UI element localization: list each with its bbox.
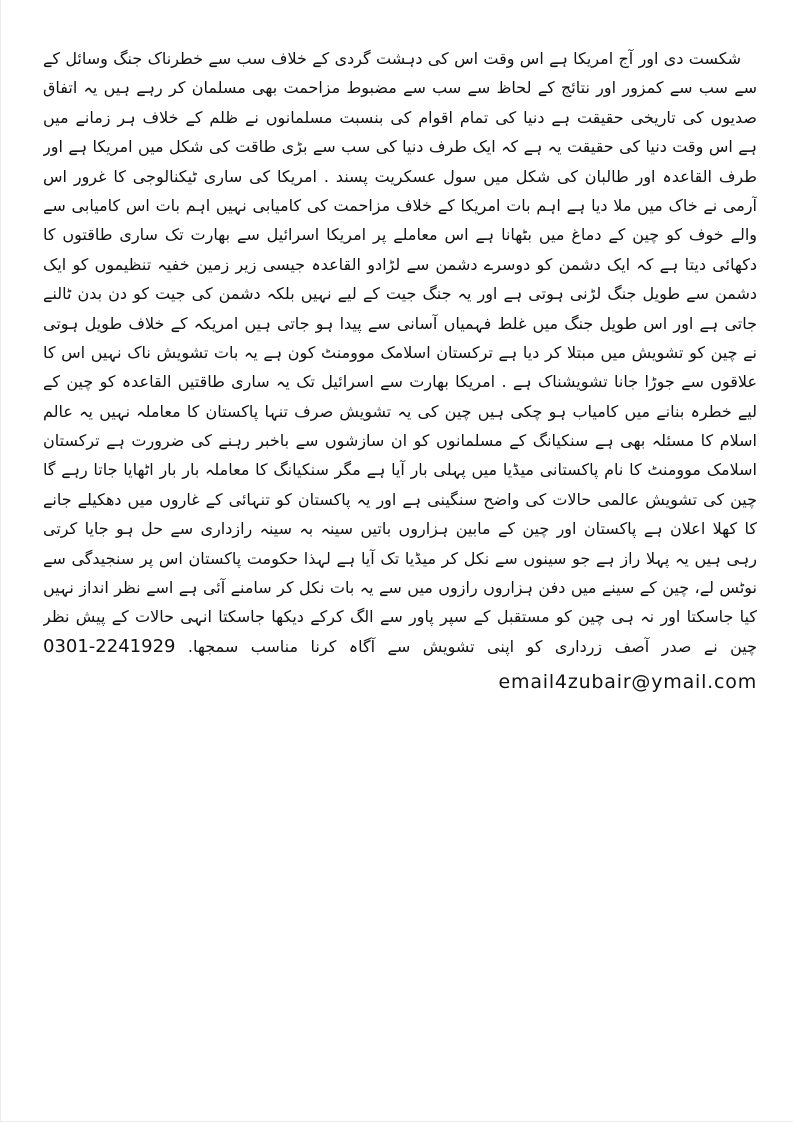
text-line: نے چین کو تشویش میں مبتلا کر دیا ہے ترکستان اسلامک موومنٹ کون ہے یہ بات تشویش ناک نہیں اس کا: [43, 342, 757, 362]
text-line: دشمن سے طویل جنگ لڑنی ہوتی ہے اور یہ جنگ جیت کے لیے نہیں بلکہ دشمن کی جیت کو دن بدن ٹالنے: [43, 284, 757, 304]
text-line: کا کھلا اعلان ہے پاکستان اور چین کے مابین ہزاروں باتیں سینہ بہ سینہ رازداری سے حل ہو جایا کرتی: [43, 519, 757, 539]
article-text-block: [43, 44, 757, 693]
text-line: سے سب سے کمزور اور نتائج کے لحاظ سے سب سے مضبوط مزاحمت بھی مسلمان کر رہے ہیں یہ اتفاق: [43, 78, 757, 98]
text-line: جاتی ہے اور اس طویل جنگ میں غلط فہمیاں آسانی سے پیدا ہو جاتی ہیں امریکہ کے خلاف طویل ہوتی: [43, 313, 757, 333]
text-line: طرف القاعدہ اور طالبان کی شکل میں سول عسکریت پسند . امریکا کی ساری ٹیکنالوجی کا غرور اس: [43, 166, 757, 186]
text-line: اسلامک موومنٹ کا نام پاکستانی میڈیا میں پہلی بار آیا ہے مگر سنکیانگ کا معاملہ بار بار اٹھایا جاتا رہے گا: [43, 460, 757, 480]
text-line: رہی ہیں یہ پہلا راز ہے جو سینوں سے نکل کر میڈیا تک آیا ہے لہذا حکومت پاکستان اس پر سنجیدگی سے: [43, 548, 757, 568]
text-line: اسلام کا مسئلہ بھی ہے سنکیانگ کے مسلمانوں کو ان سازشوں سے باخبر رہنے کی ضرورت ہے ترکستان: [43, 431, 757, 451]
text-line: شکست دی اور آج امریکا ہے اس وقت اس کی دہشت گردی کے خلاف سب سے خطرناک جنگ وسائل کے: [43, 49, 741, 68]
closing-text: چین نے صدر آصف زرداری کو اپنی تشویش سے آگاہ کرنا مناسب سمجھا.: [187, 636, 757, 656]
phone-number: 0301-2241929: [43, 635, 176, 657]
text-line: دکھائی دیتا ہے کہ ایک دشمن کو دوسرے دشمن سے لڑادو القاعدہ جیسی زیر زمین خفیہ تنظیموں کو ایک: [43, 254, 757, 274]
text-line: آرمی نے خاک میں ملا دیا ہے اہم بات امریکا کے خلاف مزاحمت کی کامیابی نہیں اہم بات اس کامیابی سے: [43, 195, 757, 215]
closing-line: [43, 632, 757, 661]
text-line: نوٹس لے، چین کے سینے میں دفن ہزاروں رازوں میں سے یہ بات نکل کر سامنے آئی ہے اسے نظر انداز نہیں: [43, 578, 757, 598]
text-line: علاقوں سے جوڑا جانا تشویشناک ہے . امریکا بھارت سے اسرائیل تک یہ ساری طاقتیں القاعدہ کو چین کے: [43, 372, 757, 392]
text-line: لیے خطرہ بنانے میں کامیاب ہو چکی ہیں چین کی یہ تشویش صرف تنہا پاکستان کا معاملہ نہیں یہ عالم: [43, 401, 757, 421]
text-line: صدیوں کی تاریخی حقیقت ہے دنیا کی تمام اقوام کی بنسبت مسلمانوں نے ظلم کے خلاف ہر زمانے میں: [43, 107, 757, 127]
text-line: ہے اس وقت دنیا کی حقیقت یہ ہے کہ ایک طرف دنیا کی سب سے بڑی طاقت کی شکل میں امریکا ہے اور: [43, 137, 757, 157]
text-line: کیا جاسکتا اور نہ ہی چین کو مستقبل کے سپر پاور سے الگ کرکے دیکھا جاسکتا انہی حالات کے پیش نظر: [43, 607, 757, 627]
email-address: email4zubair@ymail.com: [498, 671, 757, 694]
text-line: والے خوف کو چین کے دماغ میں بٹھانا ہے اس معاملے پر امریکا اسرائیل سے بھارت تک ساری طاقتوں کا: [43, 225, 757, 245]
text-line: چین کی تشویش عالمی حالات کی واضح سنگینی ہے اور یہ پاکستان کو تنہائی کے غاروں میں دھکیلے جانے: [43, 489, 757, 509]
